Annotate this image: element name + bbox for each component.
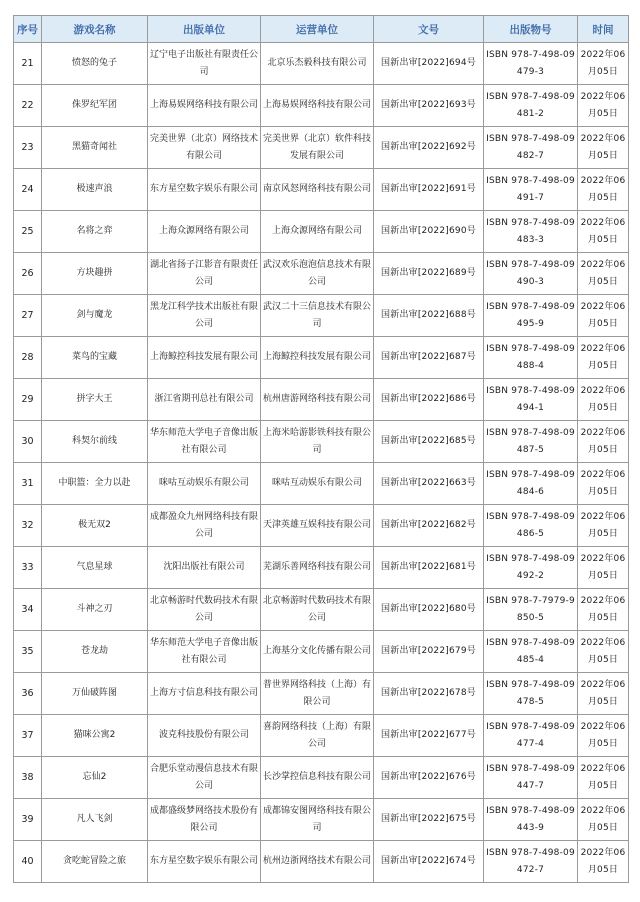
col-header-operator: 运营单位 <box>261 16 374 43</box>
cell-isbn: ISBN 978-7-498-09484-6 <box>484 463 578 505</box>
cell-operator: 喜韵网络科技（上海）有限公司 <box>261 715 374 757</box>
cell-game-name: 气息星球 <box>42 547 148 589</box>
cell-isbn: ISBN 978-7-498-09477-4 <box>484 715 578 757</box>
cell-approval-no: 国新出审[2022]693号 <box>374 85 484 127</box>
cell-game-name: 凡人飞剑 <box>42 799 148 841</box>
cell-isbn: ISBN 978-7-498-09495-9 <box>484 295 578 337</box>
cell-date: 2022年06月05日 <box>578 589 629 631</box>
cell-approval-no: 国新出审[2022]675号 <box>374 799 484 841</box>
cell-isbn: ISBN 978-7-498-09447-7 <box>484 757 578 799</box>
col-header-game-name: 游戏名称 <box>42 16 148 43</box>
cell-publisher: 浙江省期刊总社有限公司 <box>148 379 261 421</box>
cell-publisher: 合肥乐堂动漫信息技术有限公司 <box>148 757 261 799</box>
table-body <box>14 43 629 883</box>
cell-no: 28 <box>14 337 42 379</box>
cell-operator: 北京畅游时代数码技术有限公司 <box>261 589 374 631</box>
cell-game-name: 黑猫奇闻社 <box>42 127 148 169</box>
cell-game-name: 猫咪公寓2 <box>42 715 148 757</box>
cell-operator: 成都锦安图网络科技有限公司 <box>261 799 374 841</box>
cell-isbn: ISBN 978-7-498-09490-3 <box>484 253 578 295</box>
cell-publisher: 华东师范大学电子音像出版社有限公司 <box>148 631 261 673</box>
cell-no: 29 <box>14 379 42 421</box>
cell-date: 2022年06月05日 <box>578 127 629 169</box>
table-row <box>14 211 629 253</box>
header-row <box>14 16 629 43</box>
cell-publisher: 上海易娱网络科技有限公司 <box>148 85 261 127</box>
cell-publisher: 东方星空数字娱乐有限公司 <box>148 841 261 883</box>
cell-game-name: 科契尔前线 <box>42 421 148 463</box>
cell-no: 38 <box>14 757 42 799</box>
table-row <box>14 379 629 421</box>
cell-operator: 北京乐杰毅科技有限公司 <box>261 43 374 85</box>
cell-isbn: ISBN 978-7-498-09481-2 <box>484 85 578 127</box>
cell-approval-no: 国新出审[2022]678号 <box>374 673 484 715</box>
cell-publisher: 东方星空数字娱乐有限公司 <box>148 169 261 211</box>
cell-date: 2022年06月05日 <box>578 421 629 463</box>
cell-no: 32 <box>14 505 42 547</box>
cell-game-name: 方块趣拼 <box>42 253 148 295</box>
cell-game-name: 中职篮：全力以赴 <box>42 463 148 505</box>
cell-isbn: ISBN 978-7-498-09485-4 <box>484 631 578 673</box>
cell-approval-no: 国新出审[2022]694号 <box>374 43 484 85</box>
cell-game-name: 万仙破阵图 <box>42 673 148 715</box>
cell-no: 21 <box>14 43 42 85</box>
cell-publisher: 沈阳出版社有限公司 <box>148 547 261 589</box>
cell-operator: 上海米哈游影铁科技有限公司 <box>261 421 374 463</box>
cell-date: 2022年06月05日 <box>578 253 629 295</box>
cell-publisher: 成都盛级梦网络技术股份有限公司 <box>148 799 261 841</box>
cell-game-name: 斗神之刃 <box>42 589 148 631</box>
cell-operator: 杭州边浙网络技术有限公司 <box>261 841 374 883</box>
cell-no: 27 <box>14 295 42 337</box>
cell-operator: 上海鲸控科技发展有限公司 <box>261 337 374 379</box>
cell-approval-no: 国新出审[2022]681号 <box>374 547 484 589</box>
cell-isbn: ISBN 978-7-498-09443-9 <box>484 799 578 841</box>
cell-approval-no: 国新出审[2022]689号 <box>374 253 484 295</box>
col-header-publisher: 出版单位 <box>148 16 261 43</box>
cell-game-name: 侏罗纪军团 <box>42 85 148 127</box>
cell-date: 2022年06月05日 <box>578 841 629 883</box>
cell-game-name: 贪吃蛇冒险之旅 <box>42 841 148 883</box>
table-row <box>14 841 629 883</box>
game-approval-table <box>13 15 629 883</box>
table-row <box>14 295 629 337</box>
cell-isbn: ISBN 978-7-498-09491-7 <box>484 169 578 211</box>
cell-date: 2022年06月05日 <box>578 757 629 799</box>
cell-date: 2022年06月05日 <box>578 673 629 715</box>
cell-date: 2022年06月05日 <box>578 169 629 211</box>
table-row <box>14 631 629 673</box>
cell-operator: 普世界网络科技（上海）有限公司 <box>261 673 374 715</box>
cell-no: 40 <box>14 841 42 883</box>
cell-game-name: 拼字大王 <box>42 379 148 421</box>
cell-no: 24 <box>14 169 42 211</box>
table-row <box>14 463 629 505</box>
cell-publisher: 上海众源网络有限公司 <box>148 211 261 253</box>
cell-date: 2022年06月05日 <box>578 505 629 547</box>
cell-game-name: 极速声浪 <box>42 169 148 211</box>
table-row <box>14 547 629 589</box>
cell-date: 2022年06月05日 <box>578 337 629 379</box>
cell-approval-no: 国新出审[2022]674号 <box>374 841 484 883</box>
cell-no: 30 <box>14 421 42 463</box>
cell-date: 2022年06月05日 <box>578 631 629 673</box>
table-row <box>14 169 629 211</box>
cell-no: 26 <box>14 253 42 295</box>
cell-approval-no: 国新出审[2022]663号 <box>374 463 484 505</box>
cell-date: 2022年06月05日 <box>578 43 629 85</box>
cell-isbn: ISBN 978-7-498-09483-3 <box>484 211 578 253</box>
cell-game-name: 菜鸟的宝藏 <box>42 337 148 379</box>
cell-isbn: ISBN 978-7-498-09478-5 <box>484 673 578 715</box>
cell-publisher: 上海鲸控科技发展有限公司 <box>148 337 261 379</box>
cell-approval-no: 国新出审[2022]679号 <box>374 631 484 673</box>
cell-date: 2022年06月05日 <box>578 463 629 505</box>
cell-game-name: 极无双2 <box>42 505 148 547</box>
cell-no: 23 <box>14 127 42 169</box>
cell-date: 2022年06月05日 <box>578 85 629 127</box>
cell-isbn: ISBN 978-7-498-09482-7 <box>484 127 578 169</box>
table-row <box>14 589 629 631</box>
cell-game-name: 忘仙2 <box>42 757 148 799</box>
cell-publisher: 成都盈众九州网络科技有限公司 <box>148 505 261 547</box>
col-header-approval-no: 文号 <box>374 16 484 43</box>
table-row <box>14 85 629 127</box>
cell-isbn: ISBN 978-7-498-09488-4 <box>484 337 578 379</box>
cell-date: 2022年06月05日 <box>578 211 629 253</box>
table-row <box>14 799 629 841</box>
cell-isbn: ISBN 978-7-498-09479-3 <box>484 43 578 85</box>
cell-operator: 杭州唐游网络科技有限公司 <box>261 379 374 421</box>
table-row <box>14 127 629 169</box>
cell-no: 33 <box>14 547 42 589</box>
cell-approval-no: 国新出审[2022]687号 <box>374 337 484 379</box>
table-row <box>14 337 629 379</box>
cell-approval-no: 国新出审[2022]680号 <box>374 589 484 631</box>
cell-isbn: ISBN 978-7-498-09492-2 <box>484 547 578 589</box>
cell-operator: 完美世界（北京）软件科技发展有限公司 <box>261 127 374 169</box>
cell-publisher: 上海方寸信息科技有限公司 <box>148 673 261 715</box>
col-header-no: 序号 <box>14 16 42 43</box>
cell-approval-no: 国新出审[2022]692号 <box>374 127 484 169</box>
cell-publisher: 辽宁电子出版社有限责任公司 <box>148 43 261 85</box>
cell-operator: 上海易娱网络科技有限公司 <box>261 85 374 127</box>
cell-game-name: 剑与魔龙 <box>42 295 148 337</box>
col-header-date: 时间 <box>578 16 629 43</box>
cell-approval-no: 国新出审[2022]677号 <box>374 715 484 757</box>
cell-no: 25 <box>14 211 42 253</box>
cell-operator: 天津英雄互娱科技有限公司 <box>261 505 374 547</box>
cell-publisher: 黑龙江科学技术出版社有限公司 <box>148 295 261 337</box>
cell-isbn: ISBN 978-7-7979-9850-5 <box>484 589 578 631</box>
cell-game-name: 愤怒的兔子 <box>42 43 148 85</box>
cell-game-name: 名将之弈 <box>42 211 148 253</box>
table-row <box>14 757 629 799</box>
cell-operator: 武汉二十三信息技术有限公司 <box>261 295 374 337</box>
cell-publisher: 北京畅游时代数码技术有限公司 <box>148 589 261 631</box>
cell-approval-no: 国新出审[2022]686号 <box>374 379 484 421</box>
cell-isbn: ISBN 978-7-498-09494-1 <box>484 379 578 421</box>
table-row <box>14 715 629 757</box>
cell-operator: 咪咕互动娱乐有限公司 <box>261 463 374 505</box>
cell-approval-no: 国新出审[2022]688号 <box>374 295 484 337</box>
cell-publisher: 湖北省扬子江影音有限责任公司 <box>148 253 261 295</box>
cell-game-name: 苍龙劫 <box>42 631 148 673</box>
cell-date: 2022年06月05日 <box>578 799 629 841</box>
cell-isbn: ISBN 978-7-498-09486-5 <box>484 505 578 547</box>
cell-no: 35 <box>14 631 42 673</box>
cell-approval-no: 国新出审[2022]676号 <box>374 757 484 799</box>
col-header-isbn: 出版物号 <box>484 16 578 43</box>
cell-no: 22 <box>14 85 42 127</box>
cell-approval-no: 国新出审[2022]685号 <box>374 421 484 463</box>
table-row <box>14 505 629 547</box>
cell-publisher: 完美世界（北京）网络技术有限公司 <box>148 127 261 169</box>
cell-date: 2022年06月05日 <box>578 547 629 589</box>
cell-date: 2022年06月05日 <box>578 379 629 421</box>
cell-publisher: 华东师范大学电子音像出版社有限公司 <box>148 421 261 463</box>
cell-date: 2022年06月05日 <box>578 715 629 757</box>
table-row <box>14 673 629 715</box>
table-row <box>14 253 629 295</box>
cell-no: 34 <box>14 589 42 631</box>
cell-operator: 长沙掌控信息科技有限公司 <box>261 757 374 799</box>
cell-operator: 上海众源网络有限公司 <box>261 211 374 253</box>
cell-publisher: 波克科技股份有限公司 <box>148 715 261 757</box>
cell-operator: 武汉欢乐泡泡信息技术有限公司 <box>261 253 374 295</box>
cell-approval-no: 国新出审[2022]682号 <box>374 505 484 547</box>
table-row <box>14 43 629 85</box>
cell-no: 39 <box>14 799 42 841</box>
cell-isbn: ISBN 978-7-498-09487-5 <box>484 421 578 463</box>
cell-operator: 芜湖乐善网络科技有限公司 <box>261 547 374 589</box>
cell-approval-no: 国新出审[2022]690号 <box>374 211 484 253</box>
cell-approval-no: 国新出审[2022]691号 <box>374 169 484 211</box>
cell-operator: 南京风怒网络科技有限公司 <box>261 169 374 211</box>
table-row <box>14 421 629 463</box>
cell-date: 2022年06月05日 <box>578 295 629 337</box>
cell-operator: 上海基分文化传播有限公司 <box>261 631 374 673</box>
cell-no: 36 <box>14 673 42 715</box>
cell-publisher: 咪咕互动娱乐有限公司 <box>148 463 261 505</box>
cell-isbn: ISBN 978-7-498-09472-7 <box>484 841 578 883</box>
cell-no: 37 <box>14 715 42 757</box>
cell-no: 31 <box>14 463 42 505</box>
